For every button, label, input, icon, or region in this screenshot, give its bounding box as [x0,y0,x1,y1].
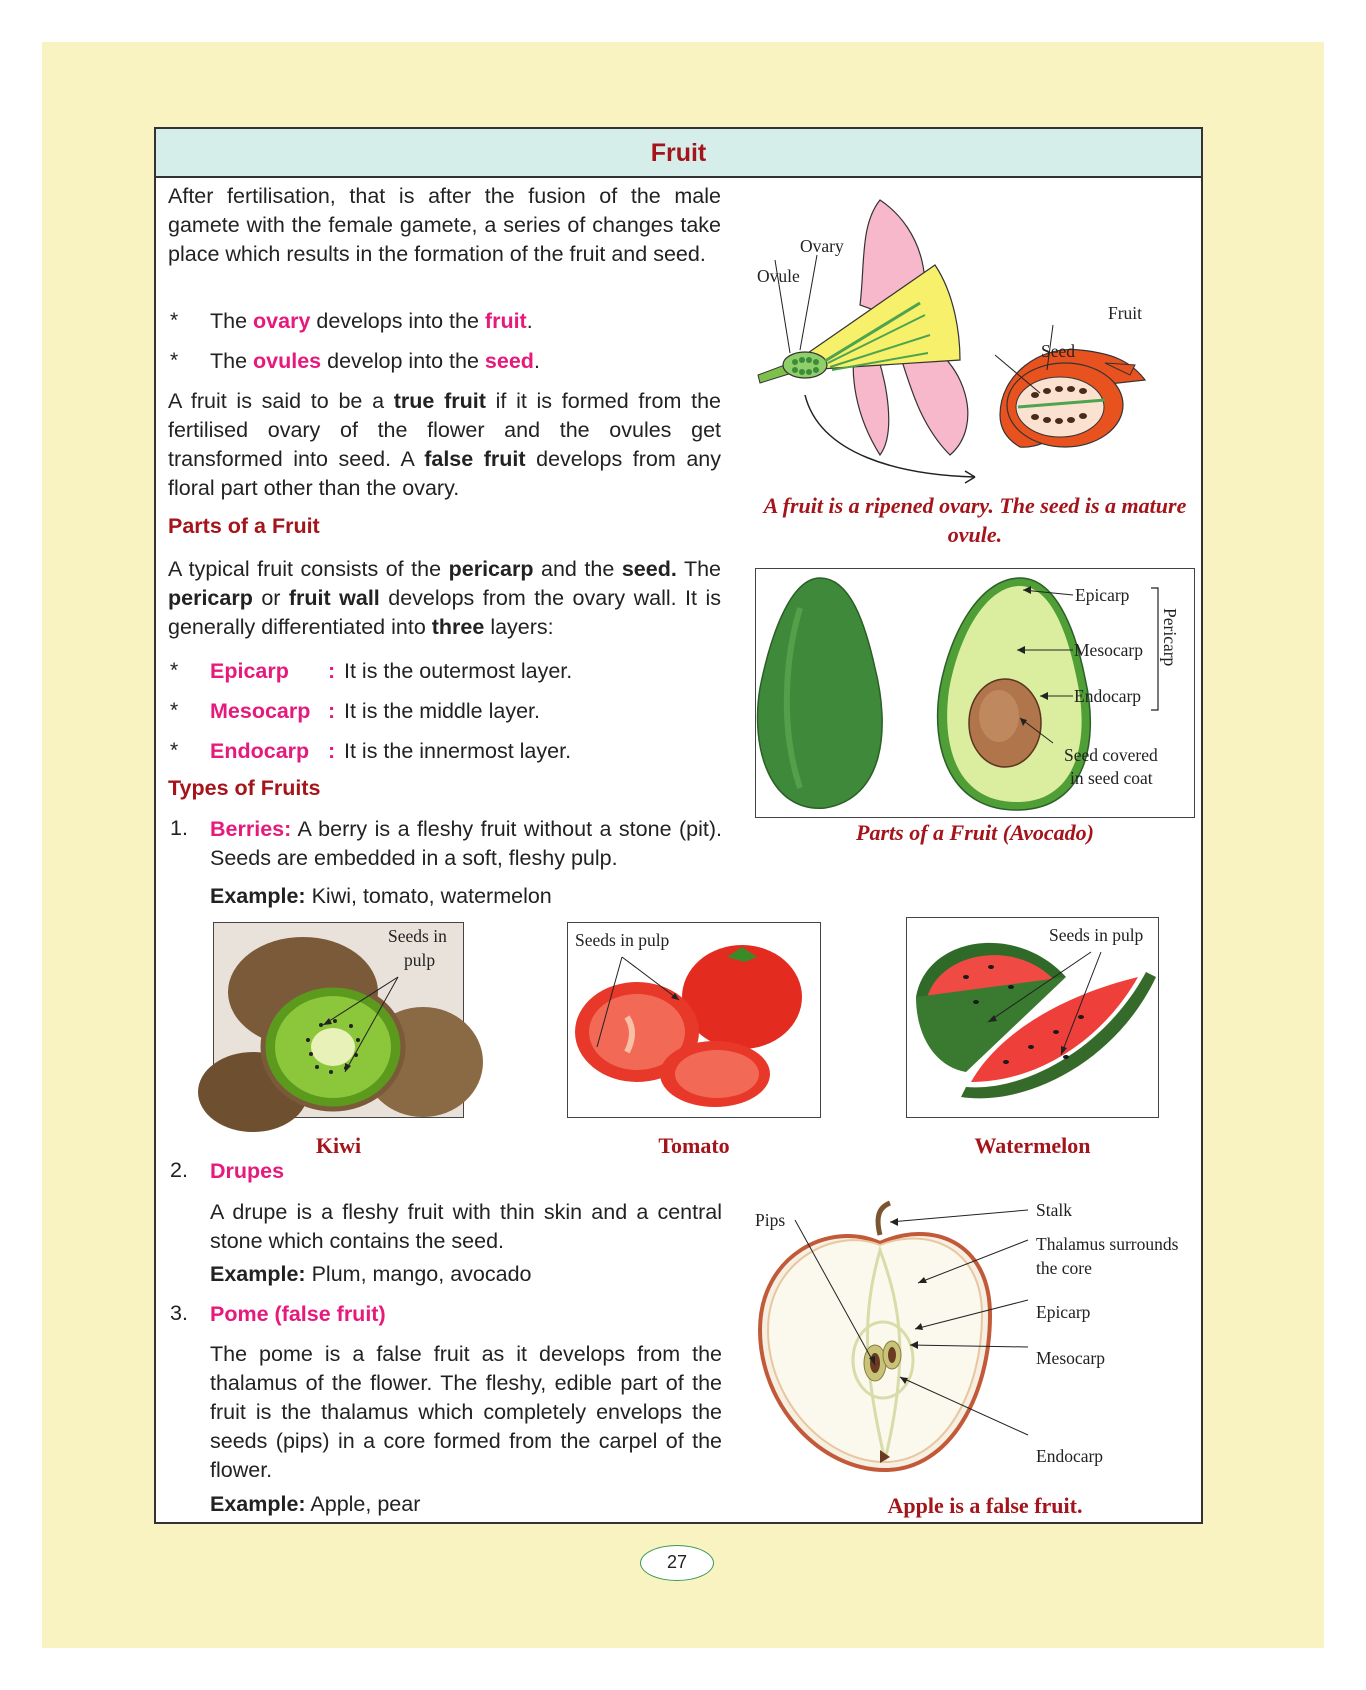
parts-paragraph: A typical fruit consists of the pericarp and the seed. The pericarp or fruit wall develops from the ovary wall. It is generally differentiated into three layers: [168,557,722,639]
apple-caption: Apple is a false fruit. [887,1493,1083,1518]
flower-to-fruit-illustration [750,185,1190,485]
type-berries: Berries: A berry is a fleshy fruit without a stone (pit). Seeds are embedded in a soft, fleshy pulp. [210,817,722,870]
bullet-star: * [170,739,179,762]
layer-endocarp-name: Endocarp [210,739,310,763]
label-stalk: Stalk [1036,1200,1072,1220]
bullet-star: * [170,659,179,682]
label-apple-mesocarp: Mesocarp [1036,1348,1106,1368]
label-thalamus: Thalamus surrounds [1036,1234,1179,1254]
label-avocado-mesocarp: Mesocarp [1074,640,1144,660]
layer-epicarp-desc: It is the outermost layer. [344,659,573,683]
layer-colon: : [328,659,336,683]
tomato-caption: Tomato [658,1133,730,1158]
type-drupes-name: Drupes [210,1159,285,1183]
bullet-ovules-seed: The ovules develop into the seed. [210,349,540,373]
label-watermelon-seeds: Seeds in pulp [1049,925,1144,945]
type-number: 1. [170,816,188,840]
berries-example: Example: Kiwi, tomato, watermelon [210,884,552,908]
type-pome-name: Pome (false fruit) [210,1302,386,1326]
layer-colon: : [328,699,336,723]
bullet-star: * [170,309,179,332]
intro-paragraph: After fertilisation, that is after the fusion of the male gamete with the female gamete, a series of changes take place which results in the formation of the fruit and seed. [168,184,721,266]
label-tomato-seeds: Seeds in pulp [575,930,670,950]
panel-header [156,129,1201,178]
label-pips: Pips [755,1210,786,1230]
layer-endocarp-desc: It is the innermost layer. [344,739,572,763]
avocado-caption: Parts of a Fruit (Avocado) [856,820,1094,845]
layer-colon: : [328,739,336,763]
kiwi-caption: Kiwi [315,1133,362,1158]
tomato-illustration [567,922,821,1118]
flower-caption: A fruit is a ripened ovary. The seed is a mature ovule. [763,493,1187,547]
drupes-example: Example: Plum, mango, avocado [210,1262,532,1286]
layer-epicarp-name: Epicarp [210,659,289,683]
watermelon-caption: Watermelon [974,1133,1091,1158]
label-the-core: the core [1036,1258,1092,1278]
type-number: 2. [170,1158,188,1182]
types-heading: Types of Fruits [168,776,321,800]
layer-mesocarp-name: Mesocarp [210,699,311,723]
type-pome-desc: The pome is a false fruit as it develops from the thalamus of the flower. The fleshy, edible part of the fruit is the thalamus which completely envelops the seeds (pips) in a core formed from the carpel of the flower. [210,1342,722,1482]
label-kiwi-pulp: pulp [404,950,436,970]
page-number: 27 [640,1545,714,1581]
label-avocado-endocarp: Endocarp [1074,686,1142,706]
label-avocado-epicarp: Epicarp [1075,585,1130,605]
label-seed: Seed [1041,341,1076,361]
type-number: 3. [170,1301,188,1325]
layer-mesocarp-desc: It is the middle layer. [344,699,540,723]
label-apple-endocarp: Endocarp [1036,1446,1104,1466]
label-pericarp: Pericarp [1160,608,1180,667]
true-false-paragraph: A fruit is said to be a true fruit if it is formed from the fertilised ovary of the flower and the ovules get transformed into seed. A false fruit develops from any floral part other than the ovary. [168,389,721,500]
label-apple-epicarp: Epicarp [1036,1302,1091,1322]
bullet-ovary-fruit: The ovary develops into the fruit. [210,309,533,333]
bullet-star: * [170,699,179,722]
pome-example: Example: Apple, pear [210,1492,421,1516]
bullet-star: * [170,349,179,372]
label-ovary: Ovary [800,236,844,256]
label-kiwi-seeds: Seeds in [388,926,447,946]
label-seed-coat: in seed coat [1070,768,1153,788]
watermelon-illustration [906,917,1159,1118]
label-ovule: Ovule [757,266,800,286]
label-fruit: Fruit [1108,303,1143,323]
label-seed-covered: Seed covered [1064,745,1158,765]
page-title: Fruit [650,139,707,167]
type-drupes-desc: A drupe is a fleshy fruit with thin skin and a central stone which contains the seed. [210,1200,722,1253]
parts-heading: Parts of a Fruit [168,514,320,538]
